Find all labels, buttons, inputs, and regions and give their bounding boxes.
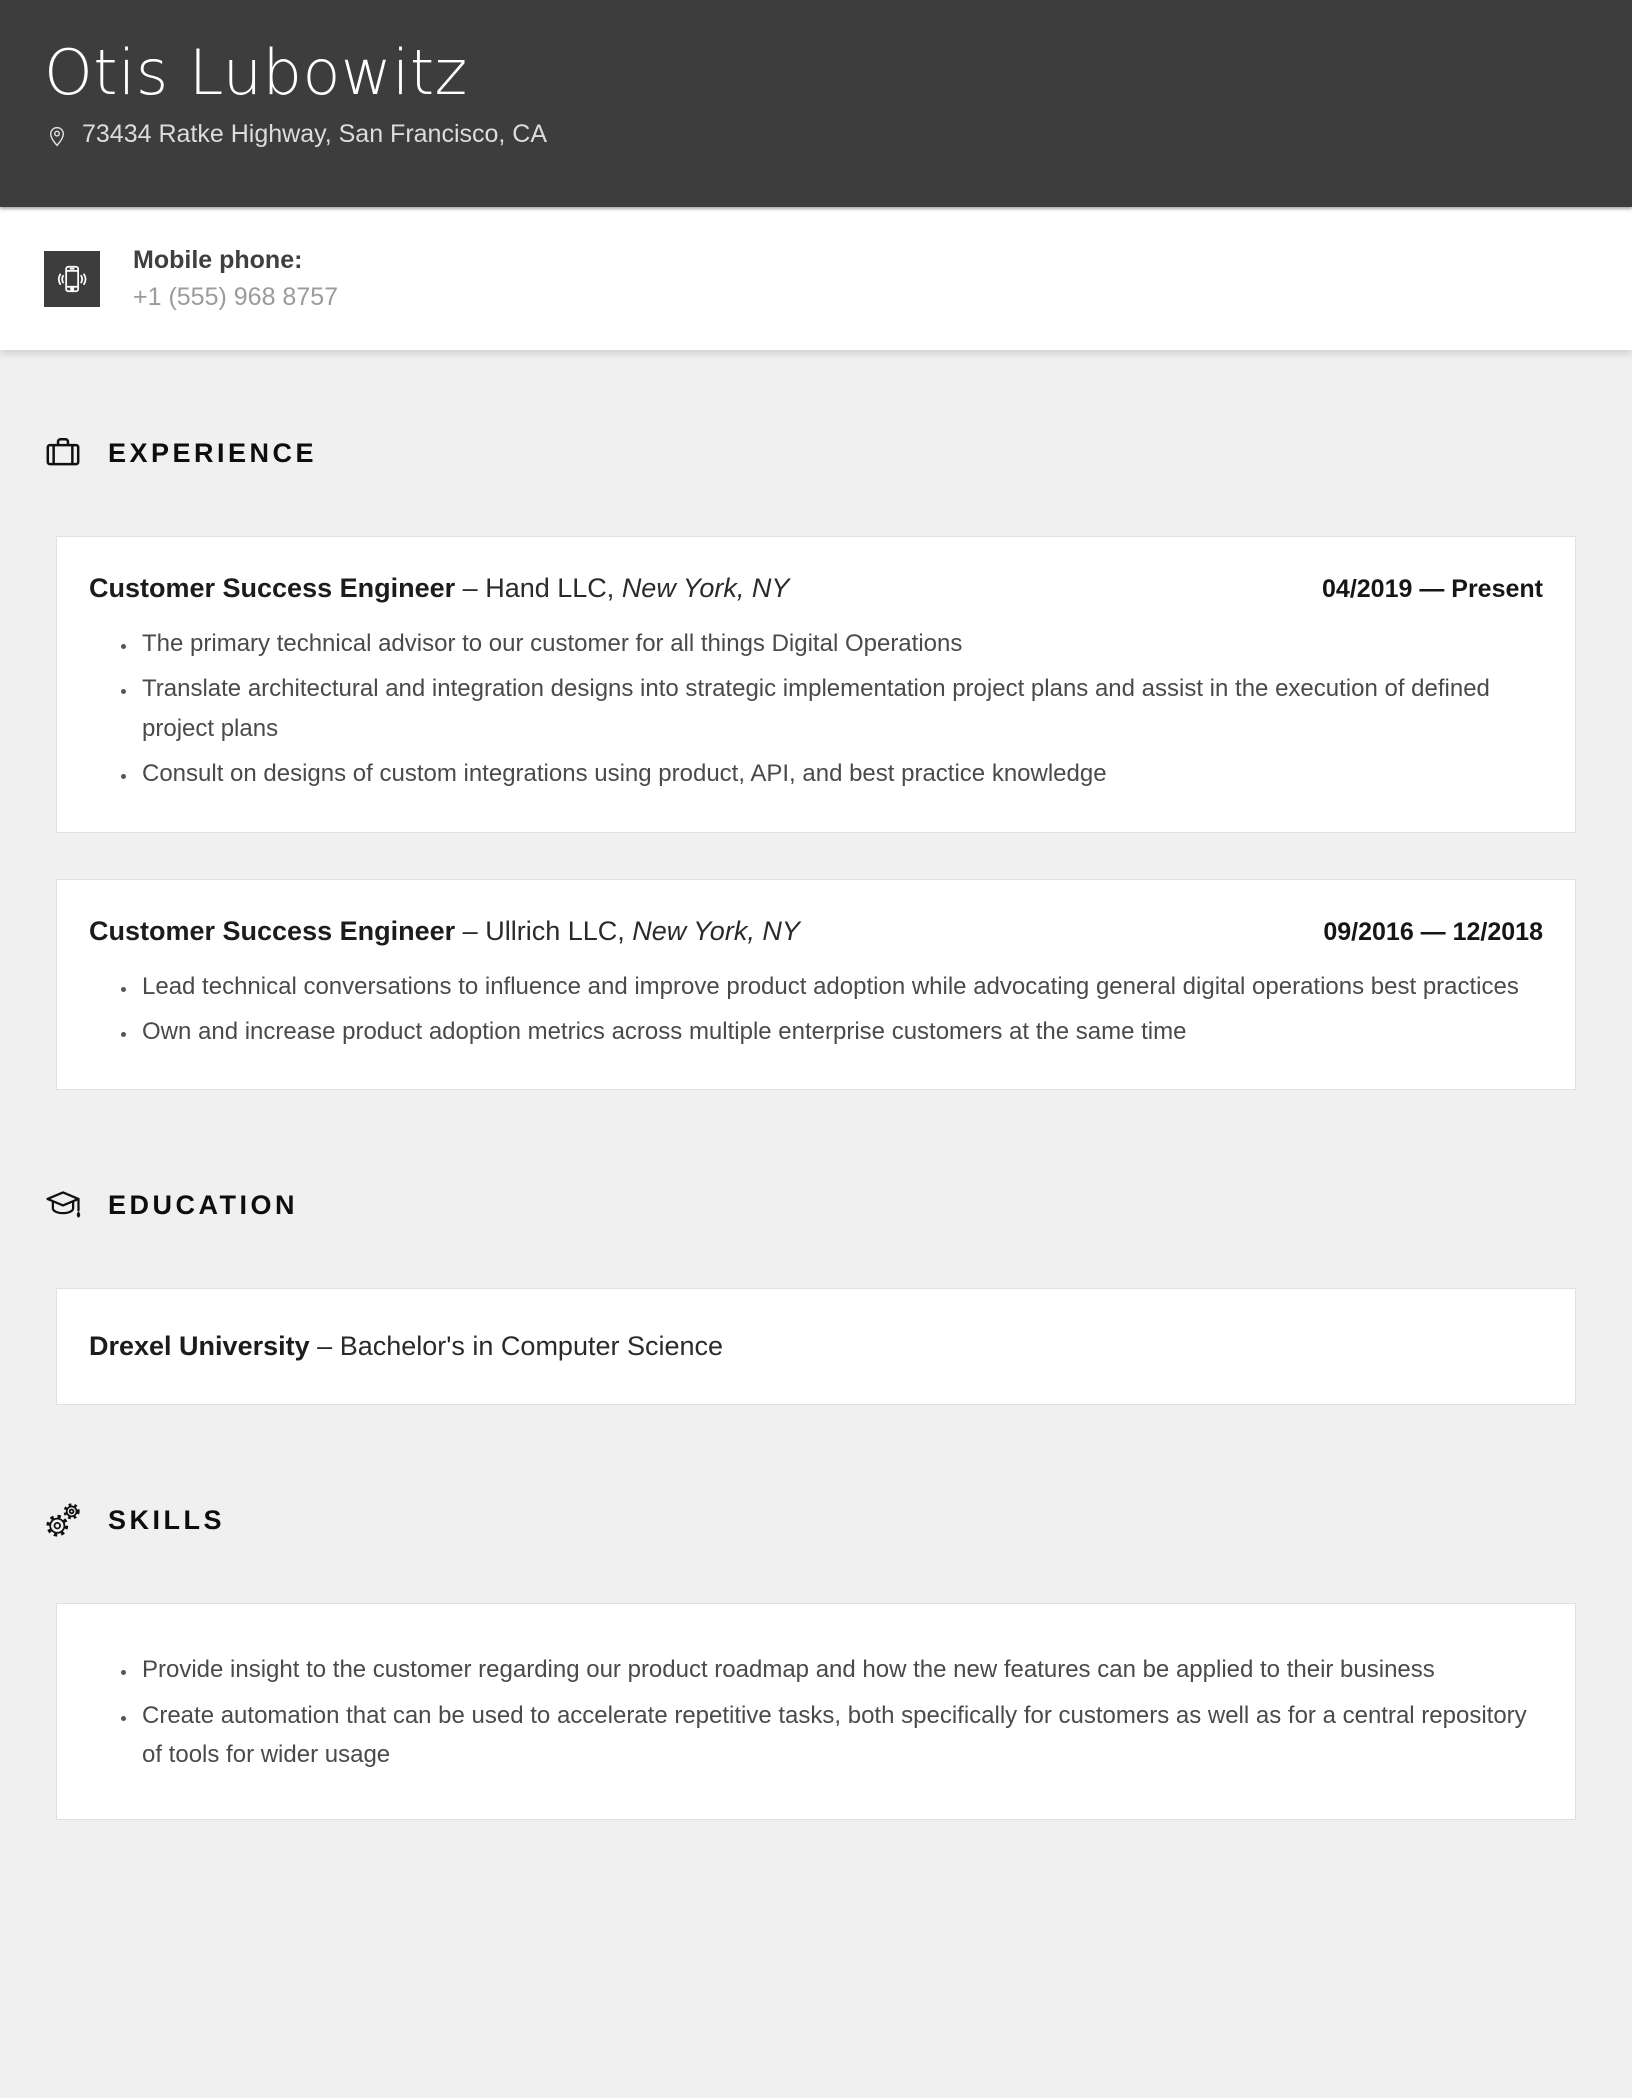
graduation-cap-icon xyxy=(44,1186,82,1224)
degree-name: Bachelor's in Computer Science xyxy=(339,1331,724,1362)
mobile-phone-icon xyxy=(44,251,100,307)
job-title-line xyxy=(89,914,800,949)
job-bullet-list xyxy=(89,624,1543,793)
title-separator: – xyxy=(462,915,478,946)
job-bullet: • Translate architectural and integration designs into strategic implementation project plans and assist in the execution of defined project plans xyxy=(138,669,1543,748)
person-name: Otis Lubowitz xyxy=(44,36,468,109)
skills-section-heading xyxy=(44,1501,1576,1539)
employment-dates: 09/2016 — 12/2018 xyxy=(1323,917,1543,946)
job-title-line xyxy=(89,571,789,606)
skills-card xyxy=(56,1603,1576,1819)
title-separator: – xyxy=(317,1331,333,1362)
job-bullet: • The primary technical advisor to our customer for all things Digital Operations xyxy=(138,624,1543,663)
location-pin-icon xyxy=(44,122,70,148)
education-title-line xyxy=(89,1329,1543,1364)
experience-section-heading xyxy=(44,434,1576,472)
skill-bullet: • Create automation that can be used to accelerate repetitive tasks, both specifically for customers as well as for a central repository of tools for wider usage xyxy=(138,1696,1543,1775)
skills-bullet-list xyxy=(89,1650,1543,1774)
education-section-heading xyxy=(44,1186,1576,1224)
company-location: New York, NY xyxy=(621,573,790,603)
job-bullet: • Own and increase product adoption metrics across multiple enterprise customers at the same time xyxy=(138,1012,1543,1051)
employment-dates: 04/2019 — Present xyxy=(1322,575,1543,603)
education-entry-card xyxy=(56,1288,1576,1405)
briefcase-icon xyxy=(44,434,82,472)
experience-entry-card xyxy=(56,536,1576,833)
job-bullet: • Lead technical conversations to influence and improve product adoption while advocating general digital operations best practices xyxy=(138,967,1543,1006)
contact-label: Mobile phone: xyxy=(133,245,303,274)
school-name: Drexel University xyxy=(89,1331,310,1362)
gears-icon xyxy=(44,1501,82,1539)
company-location: New York, NY xyxy=(632,915,800,946)
experience-section-title: EXPERIENCE xyxy=(108,437,318,468)
job-bullet: • Consult on designs of custom integrations using product, API, and best practice knowledge xyxy=(138,754,1543,793)
contact-strip xyxy=(0,207,1632,350)
resume-body xyxy=(0,434,1632,1820)
skills-section-title: SKILLS xyxy=(108,1504,226,1535)
job-title: Customer Success Engineer xyxy=(89,573,456,603)
address-row xyxy=(44,120,1588,149)
company-name: Ullrich LLC, xyxy=(485,915,625,946)
job-title: Customer Success Engineer xyxy=(89,915,456,946)
contact-phone-number: +1 (555) 968 8757 xyxy=(133,282,339,311)
experience-entry-card xyxy=(56,879,1576,1091)
title-separator: – xyxy=(462,573,478,603)
address-text: 73434 Ratke Highway, San Francisco, CA xyxy=(82,120,548,149)
education-section-title: EDUCATION xyxy=(108,1189,298,1220)
entry-header xyxy=(89,571,1543,606)
contact-details xyxy=(133,246,338,312)
job-bullet-list xyxy=(89,967,1543,1052)
entry-header xyxy=(89,914,1543,949)
resume-header xyxy=(0,0,1632,207)
skill-bullet: • Provide insight to the customer regarding our product roadmap and how the new features can be applied to their business xyxy=(138,1650,1543,1689)
company-name: Hand LLC, xyxy=(485,573,615,603)
